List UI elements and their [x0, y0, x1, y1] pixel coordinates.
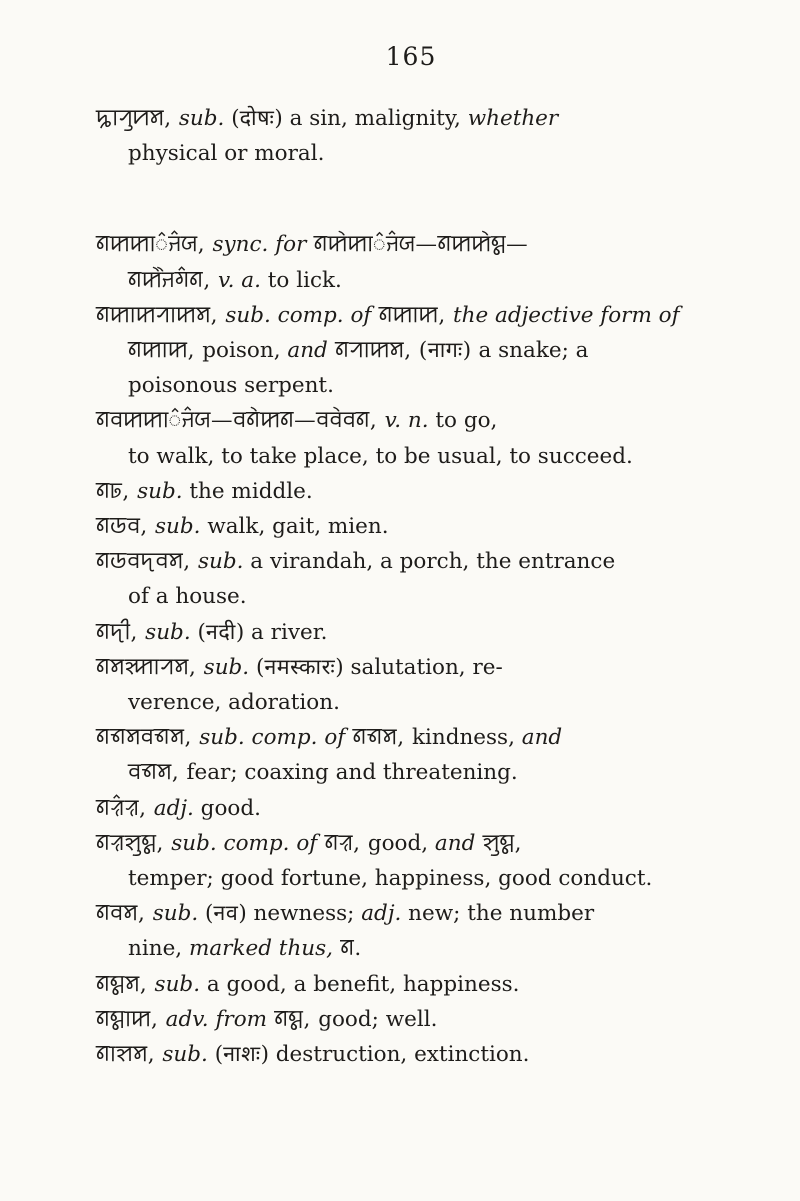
headword-text: ꠘꠒꠛꠖꠛꠝ, — [96, 549, 198, 575]
italic-text: sub. comp. of — [171, 830, 318, 856]
plain-text: ) salutation, re- — [335, 654, 503, 680]
plain-text: the middle. — [182, 478, 313, 504]
headword-text: ꠘꠛꠝ, — [96, 901, 153, 927]
entry-list — [96, 101, 766, 1072]
italic-text: sub. — [203, 654, 250, 680]
plain-text: ) destruction, extinction. — [260, 1042, 530, 1068]
headword-text: ꠘꠜꠝ, — [345, 725, 412, 751]
headword-text: ꠘꠟꠡꠥꠘ꠆ꠘ, — [96, 830, 172, 856]
italic-text: adj. — [153, 795, 194, 821]
italic-text: and — [521, 725, 563, 751]
dictionary-entry — [96, 1002, 766, 1037]
plain-text: new; the number — [401, 901, 595, 927]
italic-text: v. n. — [384, 408, 429, 434]
plain-text: ( — [190, 619, 206, 645]
italic-text: sub. — [178, 106, 225, 131]
italic-text: adv. from — [165, 1006, 268, 1032]
italic-text: sync. for — [212, 232, 307, 258]
italic-text: and — [287, 338, 328, 364]
sanskrit-term: नमस्कारः — [264, 654, 336, 680]
italic-text: marked thus, — [188, 936, 334, 962]
sanskrit-term: (नागः) — [418, 338, 472, 364]
entry-gap — [96, 171, 766, 227]
headword-text: ꠘꠝꠡ꠆ꠇꠣꠞꠝ, — [96, 654, 204, 680]
dictionary-entry — [96, 227, 766, 297]
plain-text: of a house. — [128, 584, 247, 610]
headword-text: ꠍꠣꠞꠥꠙꠝ, — [96, 106, 179, 131]
plain-text: a snake; a — [471, 338, 589, 364]
headword-text: ꠘꠞꠣꠇꠝ, — [327, 338, 419, 364]
plain-text: poison, — [202, 338, 288, 364]
plain-text: ( — [207, 1042, 224, 1068]
italic-text: sub. comp. of — [199, 725, 346, 751]
italic-text: sub. — [137, 478, 183, 504]
plain-text: a good, a benefit, happiness. — [200, 971, 520, 997]
sanskrit-term: नदी — [205, 619, 236, 645]
plain-text: good. — [193, 795, 261, 821]
italic-text: sub. — [152, 901, 199, 927]
italic-text: adj. — [361, 901, 402, 927]
italic-text: whether — [467, 106, 559, 131]
plain-text: ( — [198, 901, 214, 927]
plain-text: ) a sin, malignity, — [274, 106, 468, 131]
dictionary-entry — [96, 544, 766, 614]
headword-text: ꠘꠘ꠆ꠘꠝ, — [96, 971, 155, 997]
plain-text: physical or moral. — [128, 141, 325, 167]
sanskrit-term: नव — [213, 901, 239, 927]
plain-text: poisonous serpent. — [128, 373, 334, 399]
plain-text: to walk, to take place, to be usual, to succeed. — [128, 443, 633, 469]
dictionary-entry — [96, 896, 766, 966]
headword-text: ꠘꠛꠇꠇꠣ꠆ꠔ꠆ꠎ—ꠛꠘꠦꠇꠘ—ꠛꠛꠦꠛꠘ, — [96, 408, 385, 434]
italic-text: sub. — [145, 619, 191, 645]
plain-text: ( — [249, 654, 265, 680]
plain-text: kindness, — [411, 725, 522, 751]
dictionary-entry — [96, 650, 766, 720]
plain-text: ( — [224, 106, 240, 131]
plain-text: ) newness; — [238, 901, 362, 927]
plain-text: walk, gait, mien. — [200, 514, 389, 540]
plain-text: to lick. — [260, 267, 342, 293]
plain-text: fear; coaxing and threatening. — [186, 760, 518, 786]
dictionary-entry — [96, 1037, 766, 1072]
italic-text: and — [434, 830, 476, 856]
italic-text: sub. — [162, 1042, 208, 1068]
headword-text: ꠘꠇꠣꠇ, — [128, 338, 203, 364]
italic-text: v. a. — [218, 267, 261, 293]
headword-text: ꠘꠜꠝꠛꠜꠝ, — [96, 725, 200, 751]
italic-text: the adjective form of — [453, 302, 680, 328]
italic-text: sub. comp. of — [225, 302, 372, 328]
sanskrit-term: दोषः — [239, 106, 275, 131]
dictionary-entry — [96, 509, 766, 544]
italic-text: sub. — [154, 971, 201, 997]
headword-text: ꠡꠥꠘ꠆ꠘ, — [475, 830, 523, 856]
headword-text: ꠘꠇꠣꠇ, — [371, 302, 453, 328]
headword-text: ꠘꠖꠤ, — [96, 619, 146, 645]
italic-text: sub. — [197, 549, 244, 575]
plain-text: good, — [367, 830, 435, 856]
headword-text: ꠘꠇꠇꠣ꠆ꠔ꠆ꠎ, — [96, 232, 213, 258]
dictionary-entry — [96, 474, 766, 509]
headword-text: ꠘꠘ꠆ꠘ, — [267, 1006, 319, 1032]
plain-text: ) a river. — [235, 619, 328, 645]
headword-text: ꠛꠜꠝ, — [128, 760, 187, 786]
dictionary-entry — [96, 967, 766, 1002]
dictionary-entry — [96, 791, 766, 826]
page-number: 165 — [385, 42, 437, 71]
headword-text: ꠘꠟ꠆ꠟ, — [96, 795, 154, 821]
sanskrit-term: नाशः — [223, 1042, 261, 1068]
dictionary-entry — [96, 826, 766, 896]
headword-text: ꠘꠣꠡꠝ, — [96, 1042, 163, 1068]
dictionary-entry — [96, 403, 766, 473]
headword-text: ꠘꠘ꠆ꠘꠣꠇ, — [96, 1006, 166, 1032]
headword-text: ꠘꠟ, — [317, 830, 368, 856]
italic-text: sub. — [155, 514, 201, 540]
dictionary-entry — [96, 615, 766, 650]
headword-text: ꠘꠇꠦꠇꠣ꠆ꠔ꠆ꠎ—ꠘꠇꠇꠦꠘ꠆ꠘ— — [306, 232, 529, 258]
plain-text: to go, — [428, 408, 498, 434]
dictionary-entry — [96, 101, 766, 171]
headword-text: ꠘꠇꠣꠇꠞꠣꠇꠝ, — [96, 302, 226, 328]
plain-text: a virandah, a porch, the entrance — [243, 549, 616, 575]
dictionary-entry — [96, 298, 766, 404]
headword-text: ꠘ. — [333, 936, 362, 962]
plain-text: temper; good fortune, happiness, good conduct. — [128, 866, 653, 892]
plain-text: nine, — [128, 936, 189, 962]
headword-text: ꠘꠇꠦꠦꠔꠉ꠆ꠘ, — [128, 267, 219, 293]
headword-text: ꠘꠒꠛ, — [96, 514, 155, 540]
headword-text: ꠘꠓ, — [96, 478, 138, 504]
plain-text: verence, adoration. — [128, 690, 340, 716]
dictionary-entry — [96, 720, 766, 790]
plain-text: good; well. — [318, 1006, 438, 1032]
